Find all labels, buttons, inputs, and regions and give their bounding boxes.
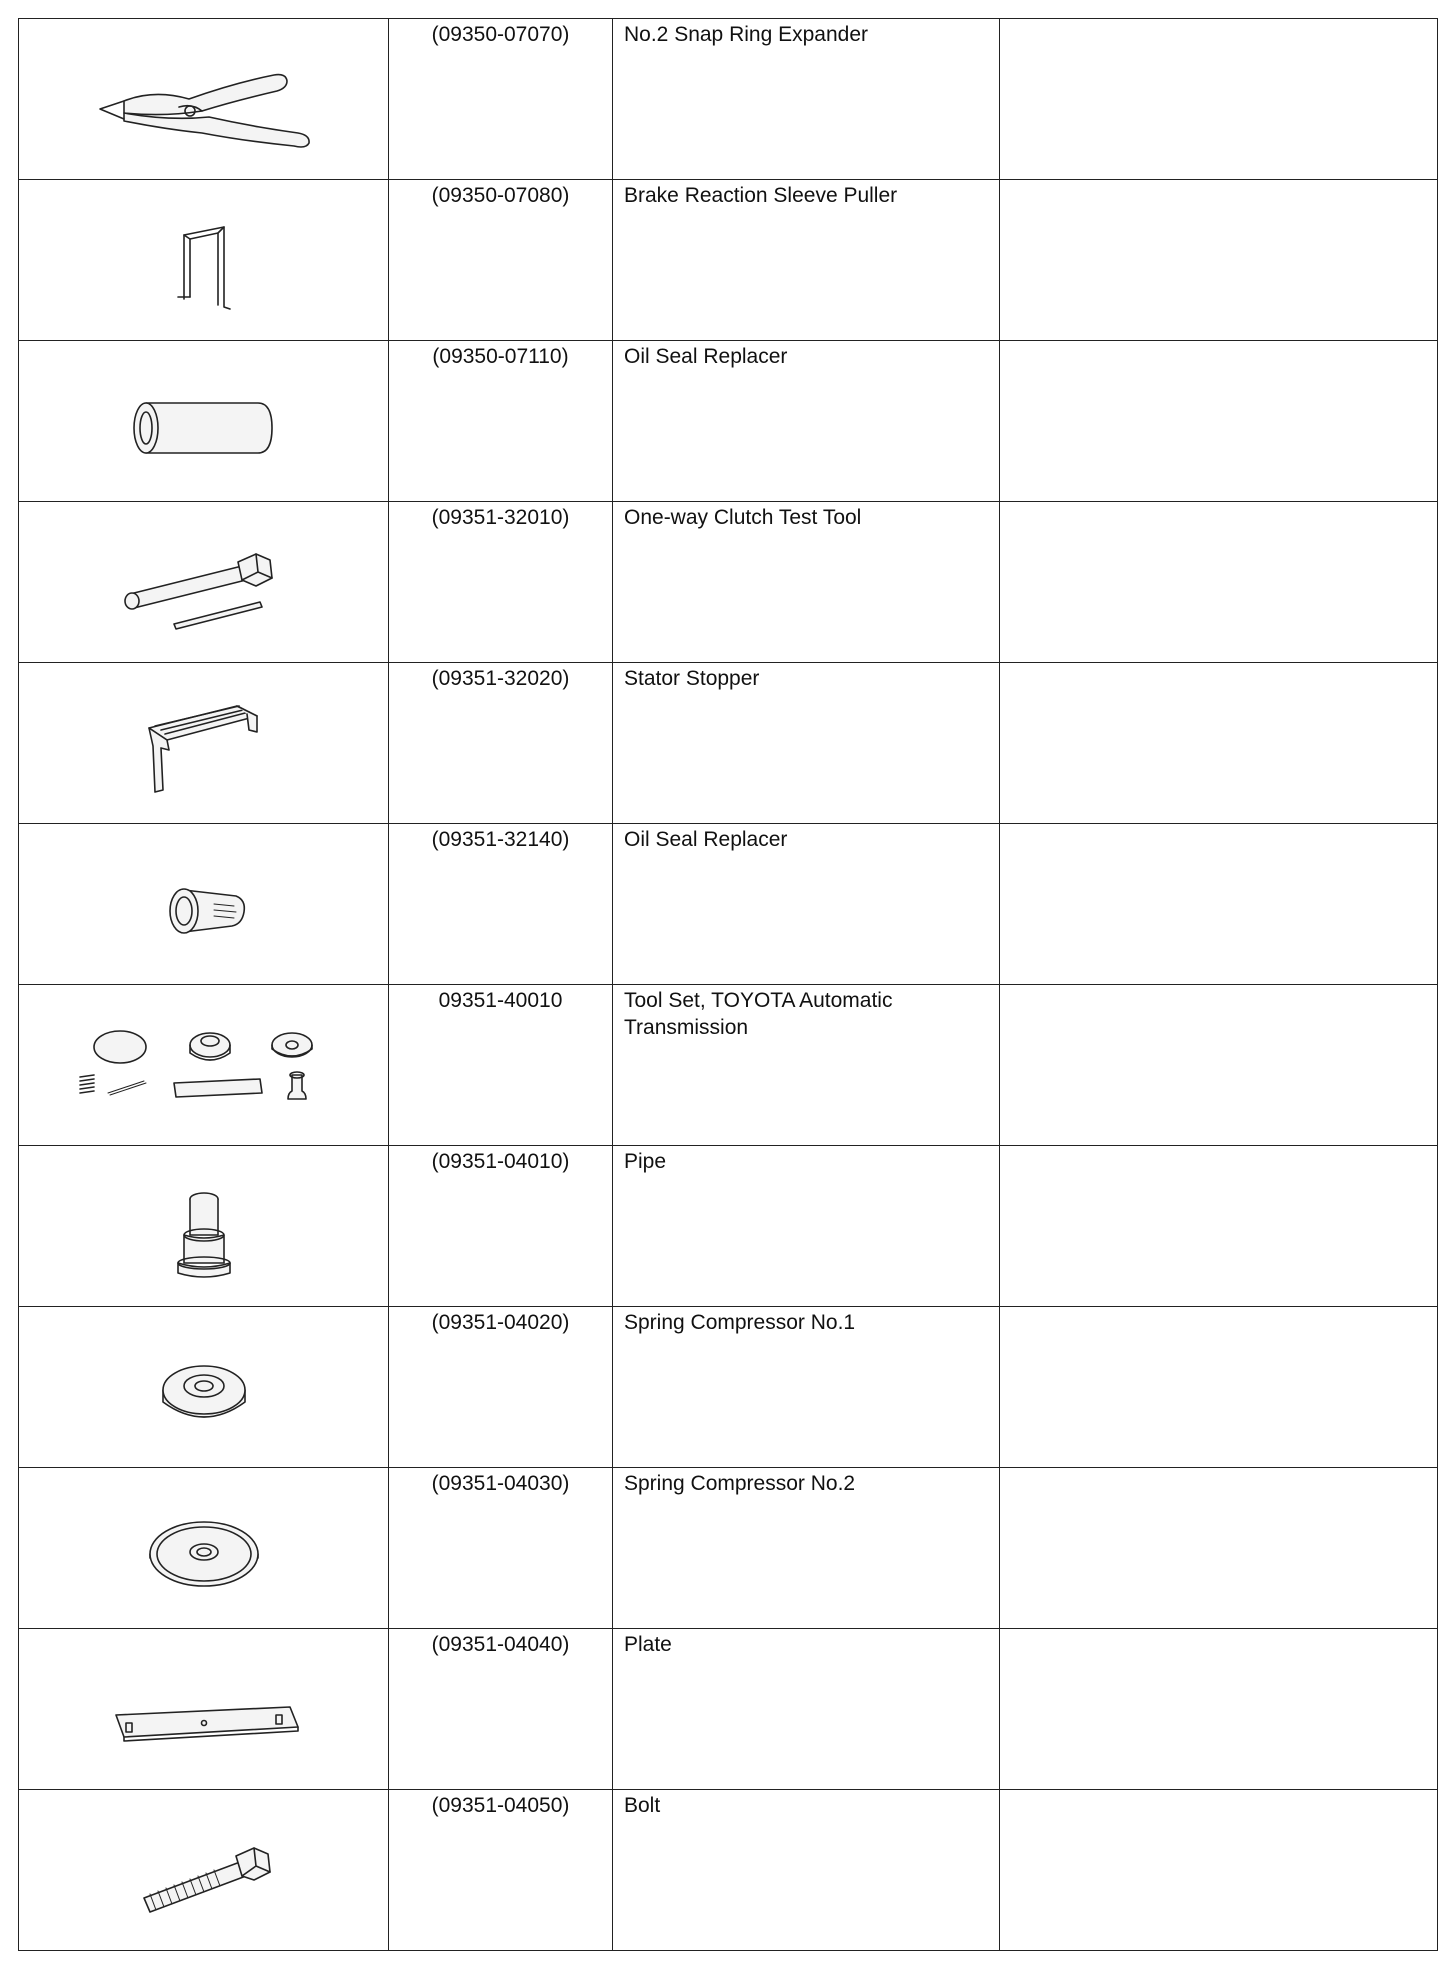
tool-name: One-way Clutch Test Tool — [613, 502, 1000, 663]
notes-cell — [1000, 19, 1438, 180]
tool-illustration-cell — [19, 19, 389, 180]
tool-illustration-cell — [19, 341, 389, 502]
notes-cell — [1000, 1468, 1438, 1629]
part-number: 09351-40010 — [389, 985, 613, 1146]
table-row — [19, 985, 1438, 1146]
part-number: (09351-32020) — [389, 663, 613, 824]
stator-stopper-icon — [139, 700, 269, 800]
part-number: (09351-04020) — [389, 1307, 613, 1468]
snap-ring-expander-icon — [84, 61, 324, 151]
part-number: (09351-04040) — [389, 1629, 613, 1790]
notes-cell — [1000, 180, 1438, 341]
table-row — [19, 1307, 1438, 1468]
tool-name: Spring Compressor No.2 — [613, 1468, 1000, 1629]
table-row — [19, 1629, 1438, 1790]
part-number: (09351-04050) — [389, 1790, 613, 1951]
table-row — [19, 502, 1438, 663]
part-number: (09351-04030) — [389, 1468, 613, 1629]
spring-compressor-2-icon — [144, 1510, 264, 1600]
oil-seal-replacer-tube-icon — [124, 393, 284, 463]
spring-compressor-1-icon — [149, 1354, 259, 1434]
table-row — [19, 341, 1438, 502]
tool-illustration-cell — [19, 985, 389, 1146]
notes-cell — [1000, 502, 1438, 663]
bolt-icon — [134, 1832, 274, 1922]
tool-name: Oil Seal Replacer — [613, 341, 1000, 502]
part-number: (09351-32140) — [389, 824, 613, 985]
tool-illustration-cell — [19, 502, 389, 663]
sleeve-puller-icon — [164, 217, 244, 317]
clutch-test-tool-icon — [114, 544, 294, 634]
tool-name: Tool Set, TOYOTA Automatic Transmission — [613, 985, 1000, 1146]
tool-illustration-cell — [19, 663, 389, 824]
part-number: (09351-32010) — [389, 502, 613, 663]
oil-seal-replacer-sleeve-icon — [154, 876, 254, 946]
table-row — [19, 1468, 1438, 1629]
notes-cell — [1000, 1629, 1438, 1790]
tool-name: No.2 Snap Ring Expander — [613, 19, 1000, 180]
table-row — [19, 1146, 1438, 1307]
part-number: (09350-07070) — [389, 19, 613, 180]
notes-cell — [1000, 1790, 1438, 1951]
notes-cell — [1000, 341, 1438, 502]
tool-name: Bolt — [613, 1790, 1000, 1951]
tool-illustration-cell — [19, 1790, 389, 1951]
notes-cell — [1000, 1307, 1438, 1468]
notes-cell — [1000, 824, 1438, 985]
tool-name: Stator Stopper — [613, 663, 1000, 824]
tool-name: Plate — [613, 1629, 1000, 1790]
part-number: (09351-04010) — [389, 1146, 613, 1307]
special-tools-table — [18, 18, 1438, 1951]
table-row — [19, 19, 1438, 180]
part-number: (09350-07080) — [389, 180, 613, 341]
notes-cell — [1000, 663, 1438, 824]
tool-illustration-cell — [19, 824, 389, 985]
tool-illustration-cell — [19, 1146, 389, 1307]
tool-illustration-cell — [19, 1307, 389, 1468]
tool-name: Spring Compressor No.1 — [613, 1307, 1000, 1468]
plate-icon — [104, 1681, 304, 1751]
tool-set-icon — [74, 1027, 334, 1117]
tool-illustration-cell — [19, 180, 389, 341]
pipe-icon — [164, 1183, 244, 1283]
table-row — [19, 1790, 1438, 1951]
notes-cell — [1000, 985, 1438, 1146]
part-number: (09350-07110) — [389, 341, 613, 502]
table-row — [19, 663, 1438, 824]
tool-name: Pipe — [613, 1146, 1000, 1307]
tool-name: Oil Seal Replacer — [613, 824, 1000, 985]
tool-illustration-cell — [19, 1468, 389, 1629]
tool-name: Brake Reaction Sleeve Puller — [613, 180, 1000, 341]
table-row — [19, 180, 1438, 341]
notes-cell — [1000, 1146, 1438, 1307]
tool-illustration-cell — [19, 1629, 389, 1790]
table-row — [19, 824, 1438, 985]
